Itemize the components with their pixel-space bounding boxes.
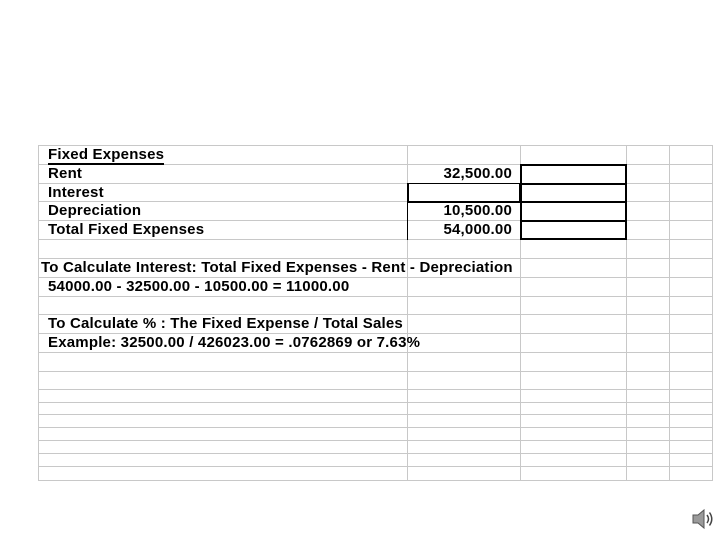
grid-hline [38,414,712,415]
grid-vline [38,145,39,481]
grid-hline [38,480,712,481]
row-value-depreciation: 10,500.00 [443,202,512,219]
interest-heading: To Calculate Interest: Total Fixed Expenses - Rent - Depreciation [41,259,513,276]
grid-hline [38,453,712,454]
grid-hline [38,402,712,403]
percent-heading: To Calculate % : The Fixed Expense / Total Sales [48,315,403,332]
grid-hline [38,371,712,372]
row-label-total: Total Fixed Expenses [48,221,205,238]
grid-hline [38,352,712,353]
value-box-outline [407,183,521,203]
value-box-divider [520,220,627,222]
grid-vline [669,145,670,481]
percent-example: Example: 32500.00 / 426023.00 = .0762869 or 7.63% [48,334,421,351]
value-box-divider [520,183,627,185]
interest-formula: 54000.00 - 32500.00 - 10500.00 = 11000.00 [48,278,350,295]
grid-hline [38,466,712,467]
grid-hline [38,296,712,297]
value-box-divider [520,201,627,203]
row-label-interest: Interest [48,184,104,201]
grid-hline [38,427,712,428]
row-label-rent: Rent [48,165,83,182]
row-value-rent: 32,500.00 [443,165,512,182]
section-header [48,146,164,164]
section-header-text: Fixed Expenses [48,146,165,163]
grid-hline [38,389,712,390]
speaker-icon[interactable] [690,506,716,532]
row-value-total: 54,000.00 [443,221,512,238]
row-label-depreciation: Depreciation [48,202,142,219]
speaker-icon-graphic [690,506,716,532]
grid-hline [38,440,712,441]
grid-vline [712,145,713,481]
